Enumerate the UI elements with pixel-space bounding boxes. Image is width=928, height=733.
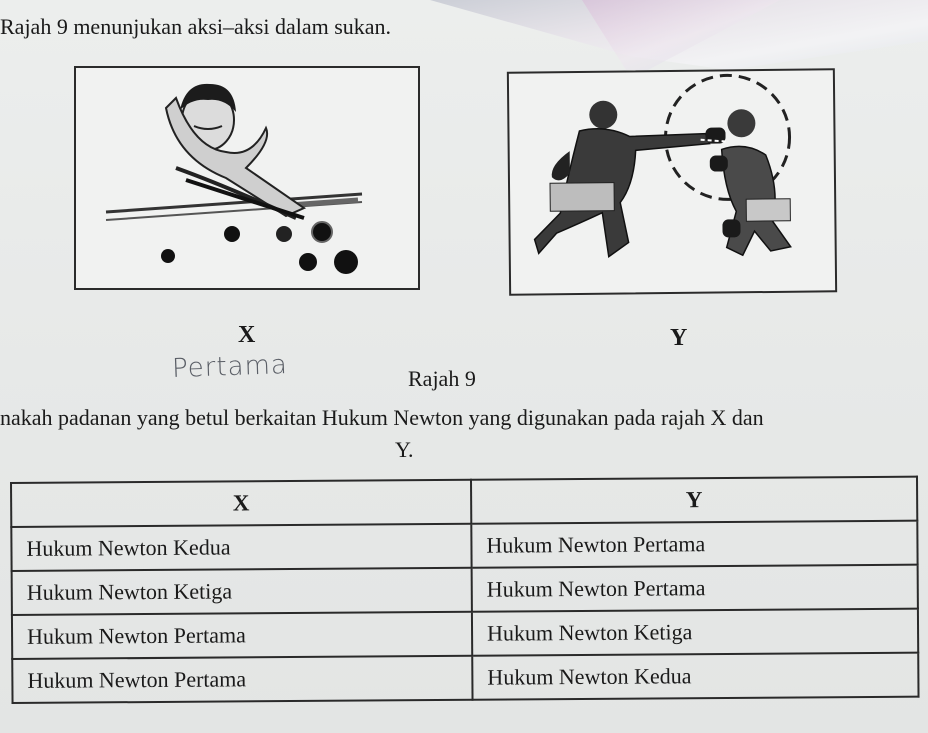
cell-x: Hukum Newton Pertama [12, 612, 472, 659]
snooker-player-icon [76, 68, 418, 288]
figure-y-label: Y [670, 325, 688, 351]
cell-x: Hukum Newton Pertama [12, 656, 472, 703]
table-row[interactable] [11, 521, 917, 571]
header-x: X [11, 480, 471, 527]
question-line-2: Y. [395, 437, 414, 462]
answer-table [10, 476, 920, 704]
handwritten-note: Pertama [171, 349, 289, 385]
cell-y: Hukum Newton Kedua [472, 653, 918, 700]
figure-x-label: X [238, 322, 256, 348]
header-y: Y [471, 477, 917, 524]
cell-x: Hukum Newton Ketiga [12, 568, 472, 615]
table-row[interactable] [12, 565, 918, 615]
boxers-punch-icon [509, 70, 835, 293]
cell-x: Hukum Newton Kedua [11, 524, 471, 571]
figure-caption: Rajah 9 [408, 366, 476, 391]
cell-y: Hukum Newton Pertama [472, 565, 918, 612]
question-text [0, 402, 764, 466]
cell-y: Hukum Newton Pertama [471, 521, 917, 568]
question-heading: Rajah 9 menunjukan aksi–aksi dalam sukan. [0, 14, 392, 39]
question-line-1: nakah padanan yang betul berkaitan Hukum Newton yang digunakan pada rajah X dan [0, 405, 764, 430]
figure-x-frame [74, 66, 420, 290]
table-row[interactable] [12, 653, 918, 703]
table-header-row [11, 477, 917, 527]
figure-y-frame [507, 68, 837, 295]
table-row[interactable] [12, 609, 918, 659]
cell-y: Hukum Newton Ketiga [472, 609, 918, 656]
